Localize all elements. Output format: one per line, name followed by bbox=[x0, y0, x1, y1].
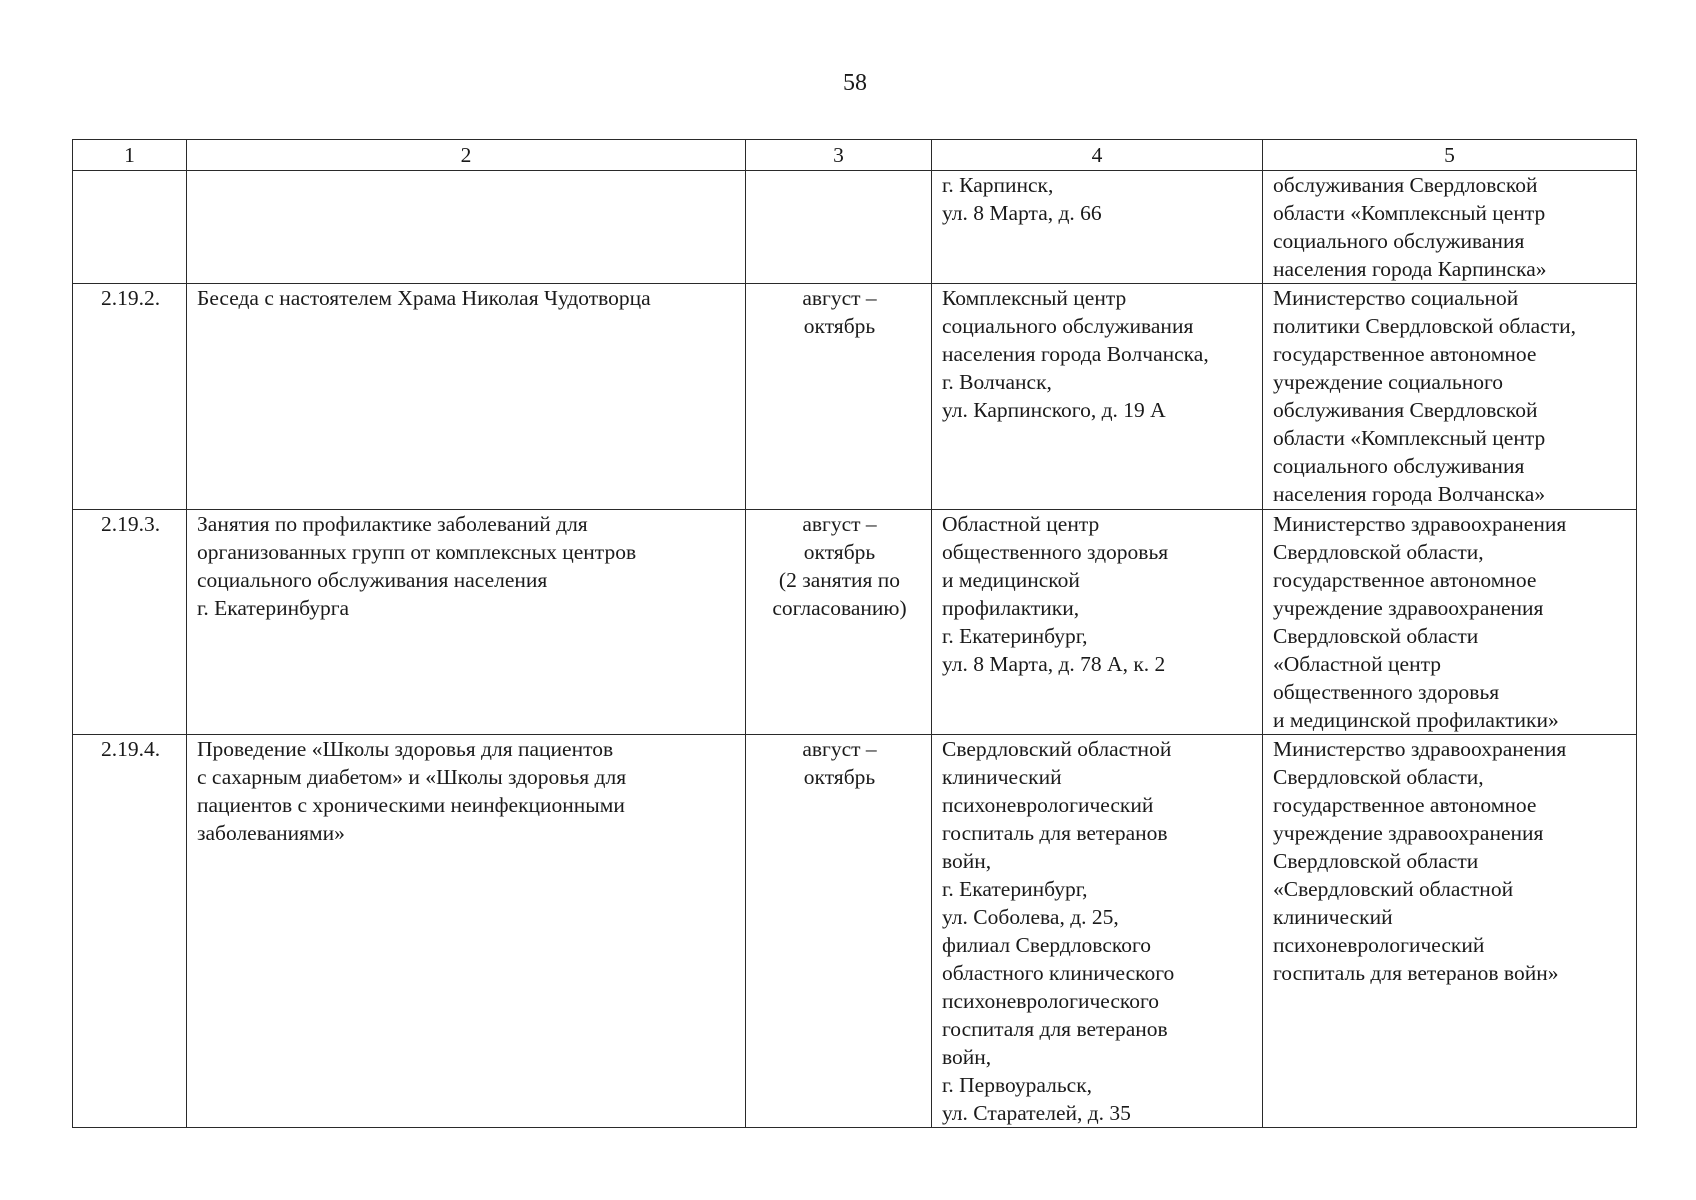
text-line: области «Комплексный центр bbox=[1273, 201, 1546, 225]
table-row bbox=[73, 171, 1637, 284]
text-line: г. Карпинск, bbox=[942, 173, 1054, 197]
text-line: ул. Старателей, д. 35 bbox=[942, 1101, 1131, 1125]
text-line: госпиталь для ветеранов войн» bbox=[1273, 961, 1559, 985]
text-line: населения города Карпинска» bbox=[1273, 257, 1547, 281]
text-line: Комплексный центр bbox=[942, 286, 1127, 310]
text-line: Проведение «Школы здоровья для пациентов bbox=[197, 737, 614, 761]
text-line: август – bbox=[802, 737, 877, 761]
text-line: с сахарным диабетом» и «Школы здоровья для bbox=[197, 765, 627, 789]
text-line: г. Первоуральск, bbox=[942, 1073, 1093, 1097]
text-line: обслуживания Свердловской bbox=[1273, 173, 1538, 197]
text-line: Министерство здравоохранения bbox=[1273, 737, 1567, 761]
text-line: государственное автономное bbox=[1273, 342, 1537, 366]
text-line: Беседа с настоятелем Храма Николая Чудотворца bbox=[197, 286, 651, 310]
text-line: государственное автономное bbox=[1273, 793, 1537, 817]
text-line: пациентов с хроническими неинфекционными bbox=[197, 793, 625, 817]
text-line: психоневрологический bbox=[942, 793, 1154, 817]
text-line: социального обслуживания населения bbox=[197, 568, 548, 592]
text-line: организованных групп от комплексных центров bbox=[197, 540, 637, 564]
text-line: «Свердловский областной bbox=[1273, 877, 1514, 901]
text-line: политики Свердловской области, bbox=[1273, 314, 1577, 338]
text-line: социального обслуживания bbox=[942, 314, 1194, 338]
text-line: Свердловской области, bbox=[1273, 540, 1484, 564]
text-line: «Областной центр bbox=[1273, 652, 1441, 676]
text-line: войн, bbox=[942, 849, 992, 873]
text-line: ул. Соболева, д. 25, bbox=[942, 905, 1119, 929]
row-number bbox=[73, 284, 187, 510]
event-description bbox=[187, 284, 746, 510]
text-line: 2.19.3. bbox=[100, 512, 161, 536]
text-line: Свердловский областной bbox=[942, 737, 1172, 761]
event-period bbox=[746, 735, 932, 1128]
text-line: 2.19.4. bbox=[100, 737, 161, 761]
text-line: клинический bbox=[942, 765, 1062, 789]
event-description bbox=[187, 510, 746, 735]
text-line: социального обслуживания bbox=[1273, 454, 1525, 478]
text-line: госпиталя для ветеранов bbox=[942, 1017, 1168, 1041]
text-line: населения города Волчанска» bbox=[1273, 482, 1546, 506]
text-line: Свердловской области bbox=[1273, 849, 1479, 873]
text-line: заболеваниями» bbox=[197, 821, 345, 845]
text-line: г. Екатеринбург, bbox=[942, 624, 1088, 648]
text-line: Министерство социальной bbox=[1273, 286, 1519, 310]
text-line: профилактики, bbox=[942, 596, 1080, 620]
text-line: Свердловской области, bbox=[1273, 765, 1484, 789]
text-line: областного клинического bbox=[942, 961, 1175, 985]
text-line: октябрь bbox=[803, 540, 876, 564]
text-line: Свердловской области bbox=[1273, 624, 1479, 648]
header-col-5: 5 bbox=[1263, 140, 1637, 171]
event-description bbox=[187, 171, 746, 284]
event-place bbox=[932, 171, 1263, 284]
responsible-org bbox=[1263, 510, 1637, 735]
events-table bbox=[72, 139, 1637, 1128]
text-line: г. Екатеринбург, bbox=[942, 877, 1088, 901]
text-line: Министерство здравоохранения bbox=[1273, 512, 1567, 536]
text-line: учреждение социального bbox=[1273, 370, 1503, 394]
page-number: 58 bbox=[843, 70, 867, 96]
text-line: клинический bbox=[1273, 905, 1393, 929]
text-line: и медицинской bbox=[942, 568, 1080, 592]
event-period bbox=[746, 171, 932, 284]
header-col-2: 2 bbox=[187, 140, 746, 171]
text-line: обслуживания Свердловской bbox=[1273, 398, 1538, 422]
text-line: август – bbox=[802, 512, 877, 536]
text-line: август – bbox=[802, 286, 877, 310]
text-line: государственное автономное bbox=[1273, 568, 1537, 592]
text-line: области «Комплексный центр bbox=[1273, 426, 1546, 450]
text-line: социального обслуживания bbox=[1273, 229, 1525, 253]
text-line: Областной центр bbox=[942, 512, 1100, 536]
event-place bbox=[932, 284, 1263, 510]
table-row bbox=[73, 510, 1637, 735]
responsible-org bbox=[1263, 284, 1637, 510]
table-row bbox=[73, 735, 1637, 1128]
text-line: населения города Волчанска, bbox=[942, 342, 1209, 366]
text-line: согласованию) bbox=[772, 596, 907, 620]
text-line: ул. Карпинского, д. 19 А bbox=[942, 398, 1166, 422]
text-line: ул. 8 Марта, д. 66 bbox=[942, 201, 1102, 225]
event-description bbox=[187, 735, 746, 1128]
text-line: общественного здоровья bbox=[942, 540, 1169, 564]
text-line: октябрь bbox=[803, 314, 876, 338]
event-period bbox=[746, 510, 932, 735]
text-line: учреждение здравоохранения bbox=[1273, 821, 1544, 845]
text-line: войн, bbox=[942, 1045, 992, 1069]
header-col-3: 3 bbox=[746, 140, 932, 171]
header-row bbox=[73, 140, 1637, 171]
text-line: Занятия по профилактике заболеваний для bbox=[197, 512, 588, 536]
text-line: госпиталь для ветеранов bbox=[942, 821, 1168, 845]
text-line: 2.19.2. bbox=[100, 286, 161, 310]
event-place bbox=[932, 510, 1263, 735]
text-line: филиал Свердловского bbox=[942, 933, 1152, 957]
text-line: ул. 8 Марта, д. 78 А, к. 2 bbox=[942, 652, 1166, 676]
table-row bbox=[73, 284, 1637, 510]
row-number bbox=[73, 510, 187, 735]
text-line: учреждение здравоохранения bbox=[1273, 596, 1544, 620]
header-col-4: 4 bbox=[932, 140, 1263, 171]
event-place bbox=[932, 735, 1263, 1128]
responsible-org bbox=[1263, 735, 1637, 1128]
text-line: октябрь bbox=[803, 765, 876, 789]
row-number bbox=[73, 171, 187, 284]
text-line: психоневрологического bbox=[942, 989, 1160, 1013]
header-col-1: 1 bbox=[73, 140, 187, 171]
responsible-org bbox=[1263, 171, 1637, 284]
text-line: и медицинской профилактики» bbox=[1273, 708, 1559, 732]
text-line: г. Волчанск, bbox=[942, 370, 1052, 394]
text-line: общественного здоровья bbox=[1273, 680, 1500, 704]
text-line: г. Екатеринбурга bbox=[197, 596, 350, 620]
event-period bbox=[746, 284, 932, 510]
row-number bbox=[73, 735, 187, 1128]
text-line: (2 занятия по bbox=[778, 568, 901, 592]
text-line: психоневрологический bbox=[1273, 933, 1485, 957]
